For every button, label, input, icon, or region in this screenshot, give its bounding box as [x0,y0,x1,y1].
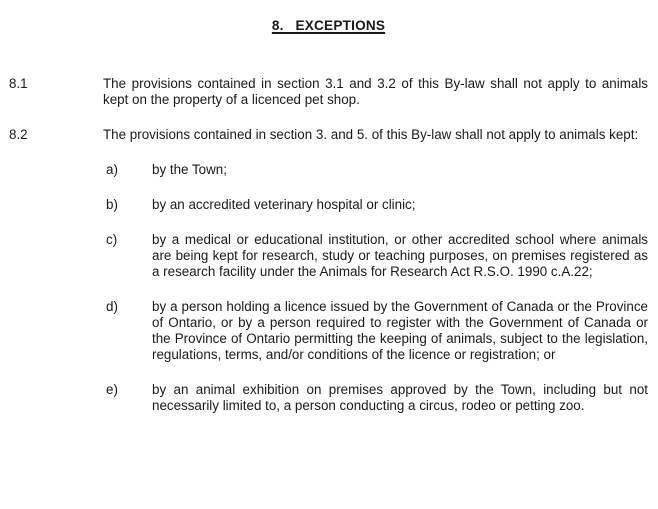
subclause-c [106,232,648,280]
section-heading-text: 8. EXCEPTIONS [271,18,386,33]
subclause-letter: e) [106,382,118,397]
clause-8-2 [9,127,648,143]
subclause-text: by a medical or educational institution, or other accredited school where animals are being kept for research, study or teaching purposes, on premises registered as a research facility under the Animals for Research Act R.S.O. 1990 c.A.22; [152,232,648,279]
subclause-letter: a) [106,162,118,177]
subclause-a [106,162,648,178]
section-heading [9,18,648,34]
subclause-text: by an animal exhibition on premises approved by the Town, including but not necessarily limited to, a person conducting a circus, rodeo or petting zoo. [152,382,648,413]
subclause-letter: c) [106,232,118,247]
subclause-b [106,197,648,213]
subclause-d [106,299,648,363]
subclause-text: by a person holding a licence issued by the Government of Canada or the Province of Ontario, or by a person required to register with the Government of Canada or the Province of Ontario permitting the keeping of animals, subject to the legislation, regulations, terms, and/or conditions of the licence or registration; or [152,299,648,362]
clause-text: The provisions contained in section 3.1 and 3.2 of this By-law shall not apply to animals kept on the property of a licenced pet shop. [103,76,648,107]
clause-8-1 [9,76,648,108]
subclause-letter: b) [106,197,118,212]
subclause-text: by the Town; [152,162,227,177]
subclause-text: by an accredited veterinary hospital or clinic; [152,197,416,212]
clause-text: The provisions contained in section 3. and 5. of this By-law shall not apply to animals kept: [103,127,639,142]
subclause-e [106,382,648,414]
subclause-letter: d) [106,299,118,314]
clause-number: 8.1 [9,76,28,91]
clause-number: 8.2 [9,127,28,142]
